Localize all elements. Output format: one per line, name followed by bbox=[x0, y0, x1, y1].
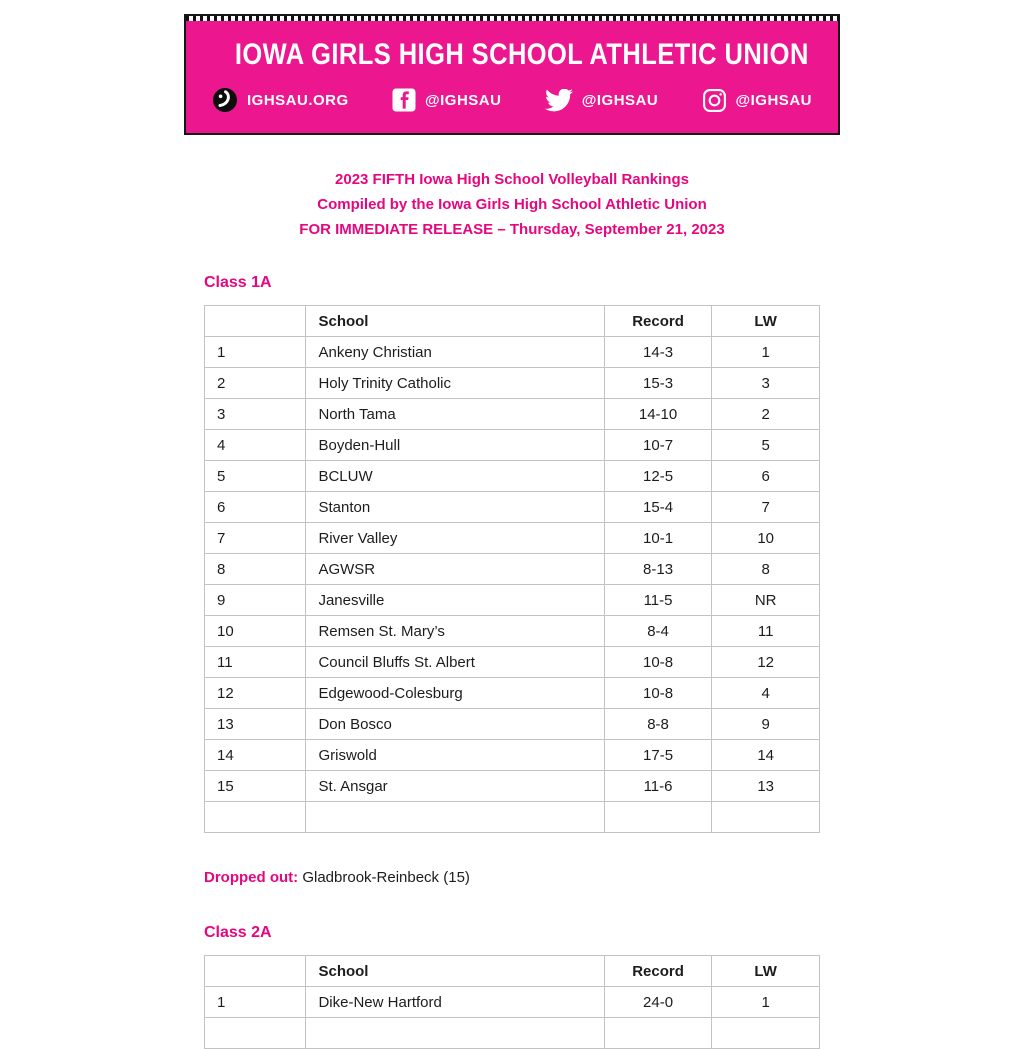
column-header: Record bbox=[604, 306, 712, 337]
school-cell: Remsen St. Mary’s bbox=[306, 616, 604, 647]
record-cell: 15-3 bbox=[604, 368, 712, 399]
dropped-out-label: Dropped out: bbox=[204, 869, 299, 886]
lw-cell: 1 bbox=[712, 337, 820, 368]
school-cell: BCLUW bbox=[306, 461, 604, 492]
sections bbox=[204, 274, 820, 1049]
table-row bbox=[205, 740, 820, 771]
table-row bbox=[205, 616, 820, 647]
intro-line-title: 2023 FIFTH Iowa High School Volleyball Rankings bbox=[335, 171, 689, 188]
table-header-row bbox=[205, 306, 820, 337]
social-link-instagram[interactable] bbox=[702, 88, 812, 113]
social-label: @IGHSAU bbox=[735, 91, 812, 109]
dropped-out-text: Gladbrook-Reinbeck (15) bbox=[298, 869, 470, 886]
record-cell: 15-4 bbox=[604, 492, 712, 523]
rank-cell: 4 bbox=[205, 430, 306, 461]
rank-cell: 1 bbox=[205, 987, 306, 1018]
table-row bbox=[205, 368, 820, 399]
lw-cell bbox=[712, 802, 820, 833]
table-row bbox=[205, 461, 820, 492]
record-cell: 8-8 bbox=[604, 709, 712, 740]
column-header: School bbox=[306, 306, 604, 337]
school-cell bbox=[306, 802, 604, 833]
rankings-table bbox=[204, 955, 820, 1049]
intro-line-release-date: FOR IMMEDIATE RELEASE – Thursday, September 21, 2023 bbox=[299, 221, 725, 238]
lw-cell: 5 bbox=[712, 430, 820, 461]
table-row bbox=[205, 1018, 820, 1049]
lw-cell: 10 bbox=[712, 523, 820, 554]
facebook-icon bbox=[392, 88, 416, 112]
record-cell: 10-8 bbox=[604, 647, 712, 678]
rank-cell: 13 bbox=[205, 709, 306, 740]
rank-cell bbox=[205, 802, 306, 833]
table-row bbox=[205, 337, 820, 368]
social-link-website[interactable] bbox=[212, 87, 349, 113]
table-row bbox=[205, 771, 820, 802]
record-cell: 12-5 bbox=[604, 461, 712, 492]
column-header bbox=[205, 956, 306, 987]
column-header bbox=[205, 306, 306, 337]
social-link-facebook[interactable] bbox=[392, 88, 501, 112]
intro-line-compiled-by: Compiled by the Iowa Girls High School Athletic Union bbox=[317, 196, 707, 213]
lw-cell: 6 bbox=[712, 461, 820, 492]
record-cell: 24-0 bbox=[604, 987, 712, 1018]
record-cell bbox=[604, 1018, 712, 1049]
social-row bbox=[186, 87, 838, 133]
school-cell: St. Ansgar bbox=[306, 771, 604, 802]
page bbox=[184, 14, 840, 1049]
table-row bbox=[205, 987, 820, 1018]
lw-cell: 2 bbox=[712, 399, 820, 430]
record-cell bbox=[604, 802, 712, 833]
table-row bbox=[205, 523, 820, 554]
rank-cell: 10 bbox=[205, 616, 306, 647]
lw-cell bbox=[712, 1018, 820, 1049]
banner-title: IOWA GIRLS HIGH SCHOOL ATHLETIC UNION bbox=[234, 38, 809, 71]
table-row bbox=[205, 492, 820, 523]
record-cell: 10-7 bbox=[604, 430, 712, 461]
record-cell: 17-5 bbox=[604, 740, 712, 771]
school-cell: Dike-New Hartford bbox=[306, 987, 604, 1018]
intro-block bbox=[204, 167, 820, 242]
lw-cell: 11 bbox=[712, 616, 820, 647]
lw-cell: 7 bbox=[712, 492, 820, 523]
record-cell: 8-13 bbox=[604, 554, 712, 585]
table-row bbox=[205, 399, 820, 430]
lw-cell: 8 bbox=[712, 554, 820, 585]
rank-cell: 9 bbox=[205, 585, 306, 616]
school-cell: North Tama bbox=[306, 399, 604, 430]
banner bbox=[184, 14, 840, 135]
school-cell: Council Bluffs St. Albert bbox=[306, 647, 604, 678]
lw-cell: NR bbox=[712, 585, 820, 616]
social-label: @IGHSAU bbox=[581, 91, 659, 109]
lw-cell: 4 bbox=[712, 678, 820, 709]
table-row bbox=[205, 802, 820, 833]
twitter-icon bbox=[545, 89, 573, 112]
school-cell: Don Bosco bbox=[306, 709, 604, 740]
dropped-out-line bbox=[204, 869, 820, 886]
school-cell: Griswold bbox=[306, 740, 604, 771]
class-heading: Class 1A bbox=[204, 274, 272, 291]
record-cell: 14-10 bbox=[604, 399, 712, 430]
column-header: Record bbox=[604, 956, 712, 987]
ranking-section bbox=[204, 924, 820, 1049]
column-header: LW bbox=[712, 956, 820, 987]
rank-cell: 11 bbox=[205, 647, 306, 678]
content bbox=[184, 167, 840, 1049]
column-header: School bbox=[306, 956, 604, 987]
rankings-table bbox=[204, 305, 820, 833]
lw-cell: 14 bbox=[712, 740, 820, 771]
school-cell: Stanton bbox=[306, 492, 604, 523]
rank-cell: 8 bbox=[205, 554, 306, 585]
rank-cell: 15 bbox=[205, 771, 306, 802]
lw-cell: 12 bbox=[712, 647, 820, 678]
record-cell: 10-8 bbox=[604, 678, 712, 709]
table-row bbox=[205, 585, 820, 616]
lw-cell: 3 bbox=[712, 368, 820, 399]
class-heading: Class 2A bbox=[204, 924, 272, 941]
table-row bbox=[205, 430, 820, 461]
rank-cell: 7 bbox=[205, 523, 306, 554]
ranking-section bbox=[204, 274, 820, 886]
social-link-twitter[interactable] bbox=[545, 89, 658, 112]
instagram-icon bbox=[702, 88, 727, 113]
school-cell: Janesville bbox=[306, 585, 604, 616]
school-cell: Holy Trinity Catholic bbox=[306, 368, 604, 399]
school-cell: Edgewood-Colesburg bbox=[306, 678, 604, 709]
lw-cell: 9 bbox=[712, 709, 820, 740]
school-cell bbox=[306, 1018, 604, 1049]
school-cell: Ankeny Christian bbox=[306, 337, 604, 368]
table-row bbox=[205, 554, 820, 585]
rank-cell: 2 bbox=[205, 368, 306, 399]
record-cell: 10-1 bbox=[604, 523, 712, 554]
rank-cell bbox=[205, 1018, 306, 1049]
rank-cell: 14 bbox=[205, 740, 306, 771]
social-label: @IGHSAU bbox=[424, 91, 502, 109]
lw-cell: 13 bbox=[712, 771, 820, 802]
rank-cell: 3 bbox=[205, 399, 306, 430]
table-row bbox=[205, 678, 820, 709]
rank-cell: 5 bbox=[205, 461, 306, 492]
rank-cell: 12 bbox=[205, 678, 306, 709]
dotted-border bbox=[186, 16, 838, 21]
column-header: LW bbox=[712, 306, 820, 337]
record-cell: 11-5 bbox=[604, 585, 712, 616]
record-cell: 14-3 bbox=[604, 337, 712, 368]
rank-cell: 6 bbox=[205, 492, 306, 523]
record-cell: 11-6 bbox=[604, 771, 712, 802]
ighsau-logo-icon bbox=[212, 87, 238, 113]
record-cell: 8-4 bbox=[604, 616, 712, 647]
social-label: IGHSAU.ORG bbox=[247, 91, 349, 109]
school-cell: Boyden-Hull bbox=[306, 430, 604, 461]
rank-cell: 1 bbox=[205, 337, 306, 368]
table-header-row bbox=[205, 956, 820, 987]
table-row bbox=[205, 647, 820, 678]
table-row bbox=[205, 709, 820, 740]
lw-cell: 1 bbox=[712, 987, 820, 1018]
school-cell: AGWSR bbox=[306, 554, 604, 585]
school-cell: River Valley bbox=[306, 523, 604, 554]
